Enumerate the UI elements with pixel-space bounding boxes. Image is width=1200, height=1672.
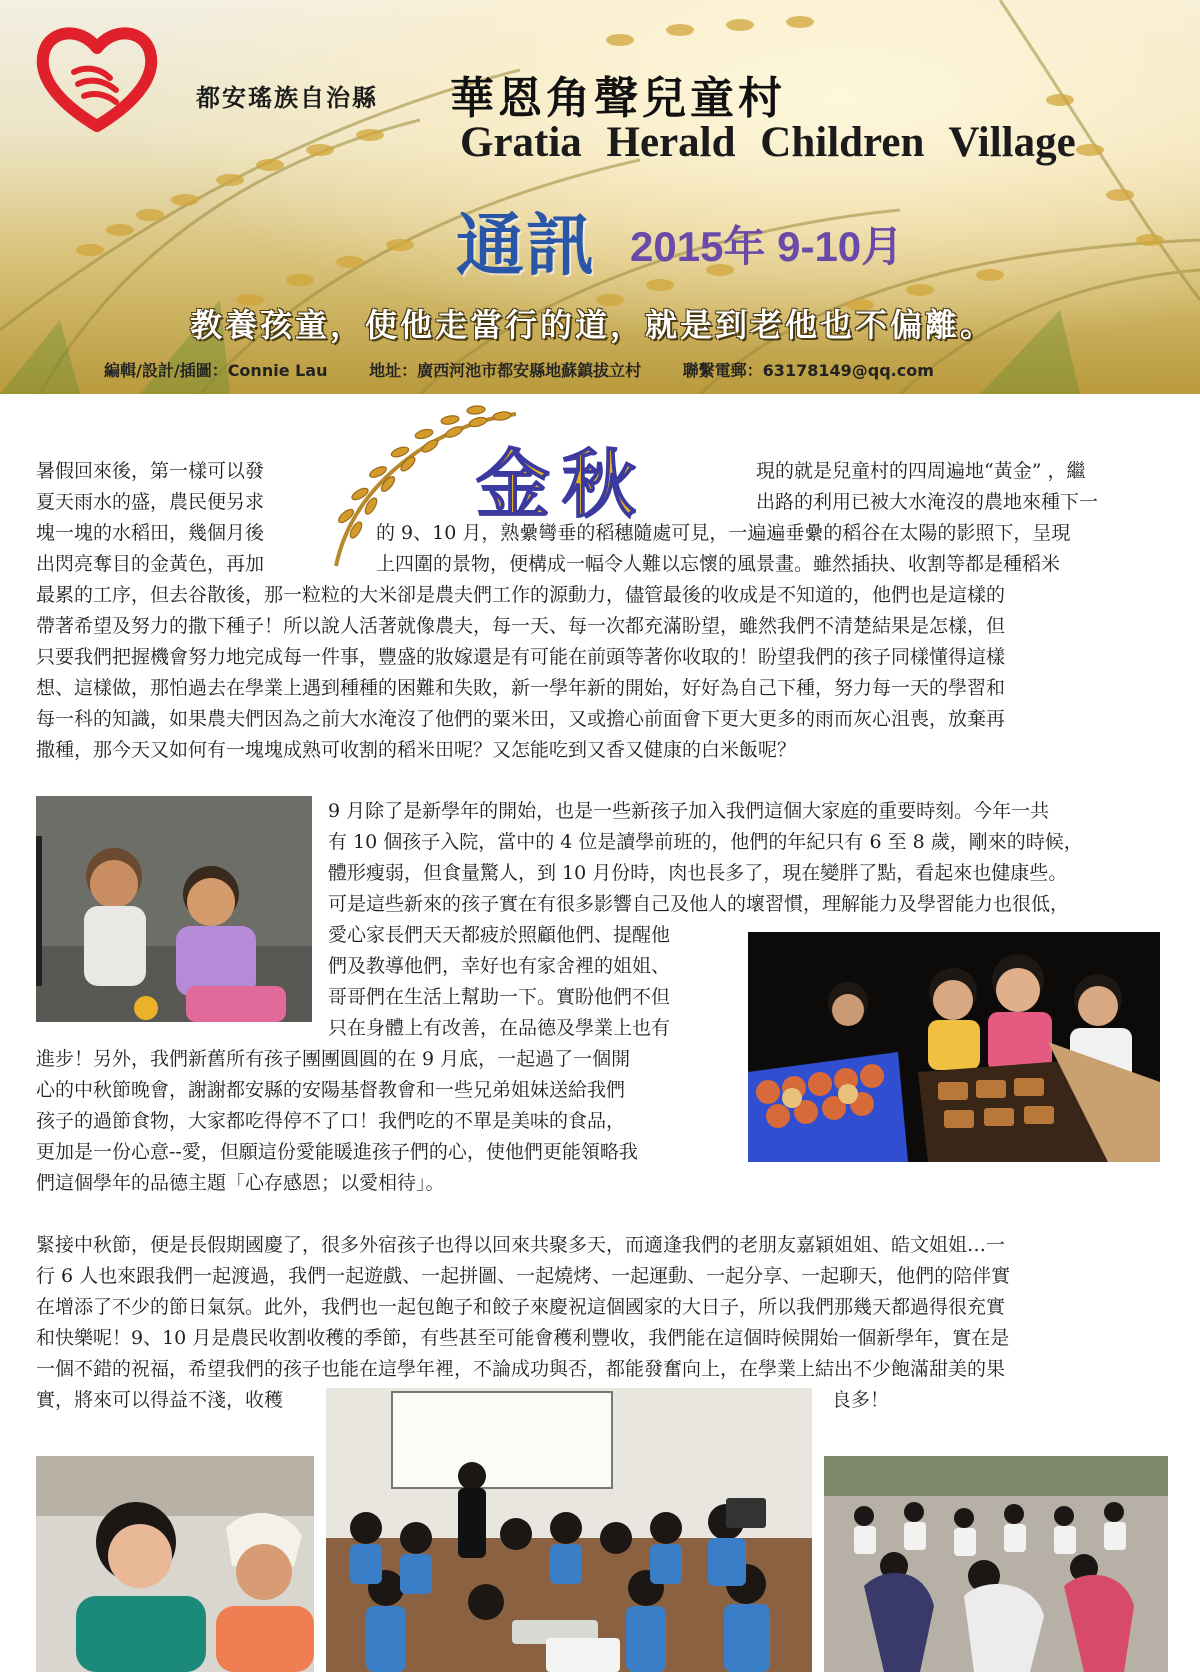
paragraph-line: 帶著希望及努力的撒下種子！所以說人活著就像農夫，每一天、每一次都充滿盼望，雖然我們不清楚結果是怎樣，但: [36, 615, 1006, 637]
paragraph-line: 一個不錯的祝福，希望我們的孩子也能在這學年裡，不論成功與否，都能發奮向上，在學業上結出不少飽滿甜美的果: [36, 1358, 1006, 1380]
paragraph-line: 塊一塊的水稻田，幾個月後: [36, 522, 265, 544]
paragraph-line: 們這個學年的品德主題「心存感恩；以愛相待」。: [36, 1172, 445, 1194]
photo-girls-smiling: [36, 1456, 314, 1672]
org-english-name: Gratia Herald Children Village: [460, 119, 1076, 166]
paragraph-line: 可是這些新來的孩子實在有很多影響自己及他人的壞習慣，理解能力及學習能力也很低，: [328, 893, 1070, 915]
paragraph-line: 每一科的知識，如果農夫們因為之前大水淹沒了他們的粟米田，又或擔心前面會下更大更多的雨而灰心沮喪，放棄再: [36, 708, 1006, 730]
paragraph-line: 實，將來可以得益不淺，收穫: [36, 1389, 284, 1411]
paragraph-line: 和快樂呢！9、10 月是農民收割收穫的季節，有些甚至可能會穫利豐收，我們能在這個時候開始一個新學年，實在是: [36, 1327, 1010, 1349]
credit-address: 地址：廣西河池市都安縣地蘇鎮拔立村: [369, 361, 642, 380]
credit-email: 聯繫電郵：631781​49@qq.com: [682, 361, 934, 380]
credits-line: [104, 358, 970, 381]
credit-editor: 編輯/設計/插圖：Connie Lau: [104, 361, 328, 380]
paragraph-line: 想、這樣做，那怕過去在學業上遇到種種的困難和失敗，新一學年新的開始，好好為自己下種，努力每一天的學習和: [36, 677, 1006, 699]
heart-hand-logo-icon: [34, 22, 160, 134]
paragraph-line: 9 月除了是新學年的開始，也是一些新孩子加入我們這個大家庭的重要時刻。今年一共: [328, 800, 1050, 822]
paragraph-line: 體形瘦弱，但食量驚人，到 10 月份時，肉也長多了，現在變胖了點，看起來也健康些。: [328, 862, 1068, 884]
photo-classroom-presentation: [326, 1388, 812, 1672]
paragraph-line: 緊接中秋節，便是長假期國慶了，很多外宿孩子也得以回來共聚多天，而適逢我們的老朋友嘉穎姐姐、皓文姐姐…一: [36, 1234, 1006, 1256]
paragraph-line: 哥哥們在生活上幫助一下。實盼他們不但: [328, 986, 671, 1008]
paragraph-line: 進步！另外，我們新舊所有孩子團團圓圓的在 9 月底，一起過了一個開: [36, 1048, 631, 1070]
golden-autumn-text: 金秋: [476, 442, 648, 528]
paragraph-line: 只在身體上有改善，在品德及學業上也有: [328, 1017, 671, 1039]
paragraph-line: 孩子的過節食物，大家都吃得停不了口！我們吃的不單是美味的食品，: [36, 1110, 626, 1132]
paragraph-line: 出閃亮奪目的金黃色，再加: [36, 553, 265, 575]
paragraph-line: 在增添了不少的節日氣氛。此外，我們也一起包飽子和餃子來慶祝這個國家的大日子，所以我們那幾天都過得很充實: [36, 1296, 1006, 1318]
newsletter-title: 通訊: [456, 206, 597, 286]
paragraph-line: 有 10 個孩子入院，當中的 4 位是讀學前班的，他們的年紀只有 6 至 8 歲，剛來的時候，: [328, 831, 1083, 853]
paragraph-line: 只要我們把握機會努力地完成每一件事，豐盛的妝嫁還是有可能在前頭等著你收取的！盼望我們的孩子同樣懂得這樣: [36, 646, 1006, 668]
photo-two-boys-playing: [36, 796, 312, 1022]
photo-outdoor-exercise: [824, 1456, 1168, 1672]
paragraph-line: 現的就是兒童村的四周遍地“黃金” ，繼: [756, 460, 1086, 482]
paragraph-line: 行 6 人也來跟我們一起渡過，我們一起遊戲、一起拼圖、一起燒烤、一起運動、一起分享、一起聊天，他們的陪伴實: [36, 1265, 1011, 1287]
header-banner: [0, 0, 1200, 394]
paragraph-line: 愛心家長們天天都疲於照顧他們、提醒他: [328, 924, 671, 946]
paragraph-line: 出路的利用已被大水淹沒的農地來種下一: [756, 491, 1099, 513]
paragraph-line: 暑假回來後，第一樣可以發: [36, 460, 265, 482]
paragraph-line: 撒種，那今天又如何有一塊塊成熟可收割的稻米田呢？又怎能吃到又香又健康的白米飯呢？: [36, 739, 797, 761]
paragraph-line: 們及教導他們，幸好也有家舍裡的姐姐、: [328, 955, 671, 977]
org-county-name: 都安瑤族自治縣: [196, 83, 378, 112]
paragraph-line: 更加是一份心意--愛，但願這份愛能暖進孩子們的心，使他們更能領略我: [36, 1141, 638, 1163]
org-chinese-name: 華恩角聲兒童村: [450, 73, 786, 124]
issue-date: 2015年 9-10月: [630, 223, 904, 270]
photo-children-with-fruit-night: [748, 932, 1160, 1162]
paragraph-line: 上四圍的景物，便構成一幅令人難以忘懷的風景畫。雖然插抉、收割等都是種稻米: [376, 553, 1061, 575]
paragraph-line: 夏天雨水的盛，農民便另求: [36, 491, 265, 513]
paragraph-line: 的 9、10 月，熟纍彎垂的稻穗隨處可見，一遍遍垂纍的稻谷在太陽的影照下，呈現: [376, 522, 1071, 544]
paragraph-line: 良多！: [832, 1389, 890, 1411]
paragraph-line: 心的中秋節晚會，謝謝都安縣的安陽基督教會和一些兄弟姐妹送給我們: [36, 1079, 626, 1101]
motto: 教養孩童，使他走當行的道，就是到老他也不偏離。: [190, 306, 996, 344]
paragraph-line: 最累的工序，但去谷散後，那一粒粒的大米卻是農夫們工作的源動力，儘管最後的收成是不知道的，他們也是這樣的: [36, 584, 1006, 606]
